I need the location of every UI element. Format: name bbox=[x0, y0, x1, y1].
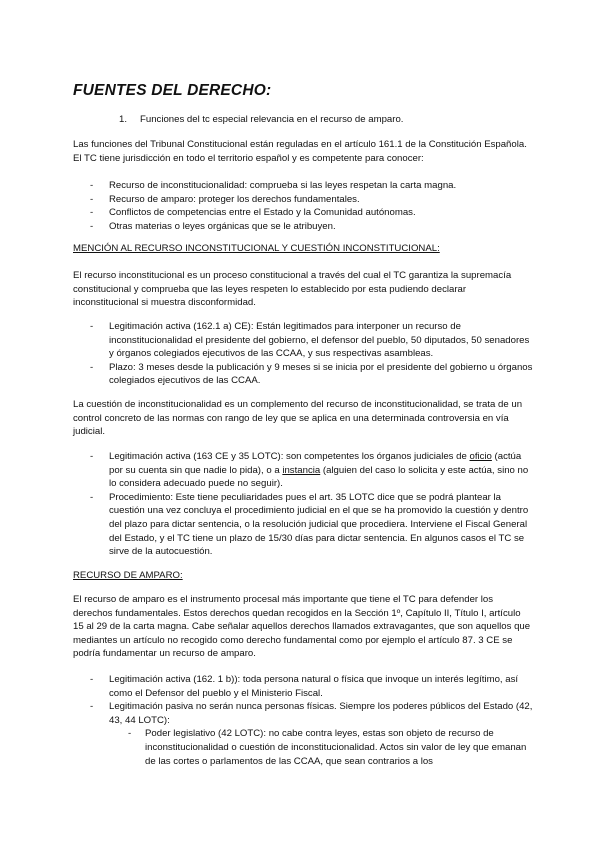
underlined-term-instancia: instancia bbox=[282, 464, 321, 476]
numbered-item-1 bbox=[73, 113, 579, 127]
section-heading-amparo: RECURSO DE AMPARO: bbox=[73, 570, 183, 581]
section-heading-mencion: MENCIÓN AL RECURSO INCONSTITUCIONAL Y CUESTIÓN INCONSTITUCIONAL: bbox=[73, 243, 440, 254]
list-item: - Recurso de inconstitucionalidad: comprueba si las leyes respetan la carta magna. bbox=[73, 179, 533, 193]
underlined-term-oficio: oficio bbox=[469, 451, 492, 462]
sub-list-item: - Poder legislativo (42 LOTC): no cabe contra leyes, estas son objeto de recurso de inconstitucionalidad o cuestión de inconstitucionalidad. Actos sin valor de ley que emanan de las cortes o parlamentos de las CCAA, que sean contrarios a los bbox=[73, 727, 533, 768]
item-number: 1. bbox=[119, 114, 128, 125]
text-span: Legitimación activa (163 CE y 35 LOTC): son competentes los órganos judiciales de bbox=[109, 451, 470, 462]
intro-paragraph: Las funciones del Tribunal Constitucional están reguladas en el artículo 161.1 de la Constitución Española. El TC tiene jurisdicción en todo el territorio español y es competente para conocer: bbox=[73, 139, 527, 164]
amparo-list bbox=[73, 673, 533, 768]
list-item: - Legitimación activa (162.1 a) CE): Están legitimados para interponer un recurso de inconstitucionalidad el presidente del gobierno, el defensor del pueblo, 50 diputados, 50 senadores y órganos colegiados ejecutivos de las CCAA, y sus respectivas asambleas. bbox=[73, 320, 533, 361]
list-item: - Recurso de amparo: proteger los derechos fundamentales. bbox=[73, 193, 533, 207]
item-text: Funciones del tc especial relevancia en el recurso de amparo. bbox=[140, 114, 404, 125]
text-span: (actúa por su cuenta sin que nadie lo pida), o a bbox=[109, 451, 522, 476]
list-item: - Legitimación pasiva no serán nunca personas físicas. Siempre los poderes públicos del Estado (42, 43, 44 LOTC): bbox=[73, 700, 533, 727]
list-item: - Plazo: 3 meses desde la publicación y 9 meses si se inicia por el presidente del gobierno u órganos colegiados ejecutivos de las CCAA. bbox=[73, 361, 533, 388]
document-title: FUENTES DEL DERECHO: bbox=[73, 82, 272, 99]
paragraph-recurso-amparo: El recurso de amparo es el instrumento procesal más importante que tiene el TC para defender los derechos fundamentales. Estos derechos quedan recogidos en la Sección 1º, Capítulo II, Título I, artículo 15 al 29 de la carta magna. Cabe señalar aquellos derechos llamados extravagantes, que son aquellos que mediantes un artículo no recogido como derecho fundamental como por ejemplo el artículo 87. 3 CE se podría fundamentar un recurso de amparo. bbox=[73, 594, 531, 660]
list-item: - Otras materias o leyes orgánicas que se le atribuyen. bbox=[73, 220, 533, 234]
mencion-list-1 bbox=[73, 320, 533, 388]
competencias-list bbox=[73, 179, 533, 233]
paragraph-recurso-inconstitucional: El recurso inconstitucional es un proceso constitucional a través del cual el TC garantiza la supremacía constitucional y comprueba que las leyes respeten lo establecido por esta pudiendo declarar inconstitucional si muestra disconformidad. bbox=[73, 270, 512, 309]
text-span: (alguien del caso lo solicita y este actúa, sino no lo considera adecuado puede no seguir). bbox=[109, 464, 529, 490]
paragraph-cuestion-inconstitucional: La cuestión de inconstitucionalidad es un complemento del recurso de inconstitucionalidad, se trata de un control concreto de las normas con rango de ley que se aplica en una determinada controversia en vía judicial. bbox=[73, 399, 523, 438]
list-item-legitimacion bbox=[73, 450, 533, 491]
list-item: - Legitimación activa (162. 1 b)): toda persona natural o física que invoque un interés legítimo, así como el Defensor del pueblo y el Ministerio Fiscal. bbox=[73, 673, 533, 700]
list-item: - Conflictos de competencias entre el Estado y la Comunidad autónomas. bbox=[73, 206, 533, 220]
list-item-procedimiento: - Procedimiento: Este tiene peculiaridades pues el art. 35 LOTC dice que se podrá plantear la cuestión una vez concluya el procedimiento judicial en el que se ha promovido la cuestión y dentro del plazo para dictar sentencia, o la resolución judicial que procediera. Interviene el Fiscal General del Estado, y el TC tiene un plazo de 15/30 días para dictar sentencia. En algunos casos el TC se sirve de la autocuestión. bbox=[73, 491, 533, 559]
mencion-list-2 bbox=[73, 450, 533, 559]
